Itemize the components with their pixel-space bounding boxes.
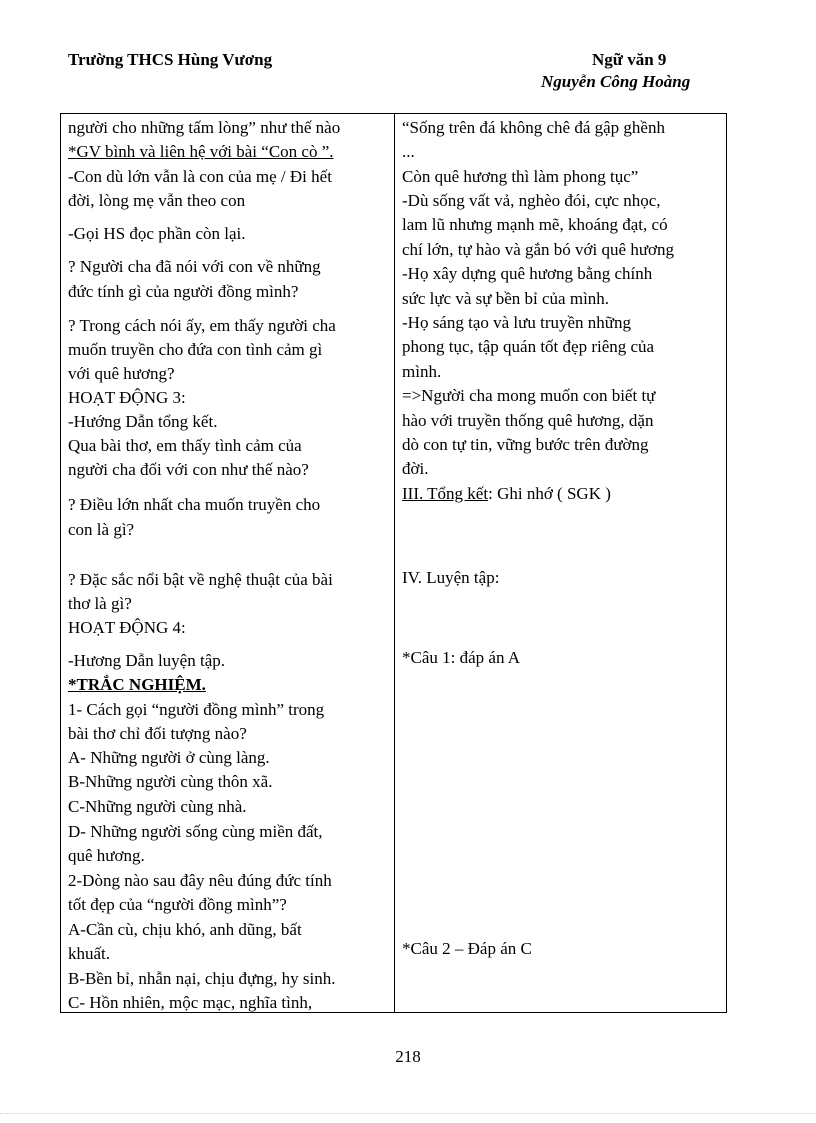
left-line: C- Hồn nhiên, mộc mạc, nghĩa tình, [68,993,313,1012]
left-line: đức tính gì của người đồng mình? [68,282,299,301]
left-line: người cha đối với con như thế nào? [68,460,309,479]
subject-name: Ngữ văn 9 [592,50,667,69]
school-name: Trường THCS Hùng Vương [68,50,273,69]
left-line: thơ là gì? [68,594,132,613]
summary-line [402,482,722,505]
right-line: -Dù sống vất vả, nghèo đói, cực nhọc, [402,191,661,210]
left-line: quê hương. [68,846,145,865]
right-line: lam lũ nhưng mạnh mẽ, khoáng đạt, có [402,215,668,234]
left-line: -Hương Dẫn luyện tập. [68,651,226,670]
right-line: chí lớn, tự hào và gắn bó với quê hương [402,240,675,259]
left-line: B-Những người cùng thôn xã. [68,772,273,791]
left-line: D- Những người sống cùng miền đất, [68,822,323,841]
left-line: -Hướng Dẫn tổng kết. [68,412,218,431]
left-line: muốn truyền cho đứa con tình cảm gì [68,340,323,359]
right-line: dò con tự tin, vững bước trên đường [402,435,649,454]
right-line: ... [402,142,415,161]
left-line: khuất. [68,944,111,963]
left-line: tốt đẹp của “người đồng mình”? [68,895,287,914]
right-line: mình. [402,362,442,381]
left-line: -Gọi HS đọc phần còn lại. [68,224,246,243]
right-line: *Câu 2 – Đáp án C [402,939,532,958]
summary-heading: III. Tổng kết [402,484,489,503]
lesson-table [60,113,727,1013]
left-line: A-Cần cù, chịu khó, anh dũng, bất [68,920,302,939]
right-line: hào với truyền thống quê hương, dặn [402,411,654,430]
left-line: -Con dù lớn vẫn là con của mẹ / Đi hết [68,167,332,186]
left-line: ? Người cha đã nói với con về những [68,257,321,276]
left-line: *GV bình và liên hệ với bài “Con cò ”. [68,142,334,161]
left-line: ? Đặc sắc nổi bật về nghệ thuật của bài [68,570,333,589]
right-line: đời. [402,459,429,478]
footer-rule [0,1113,816,1114]
right-line: Còn quê hương thì làm phong tục” [402,167,639,186]
left-line: bài thơ chỉ đối tượng nào? [68,724,247,743]
left-line: với quê hương? [68,364,175,383]
left-line: Qua bài thơ, em thấy tình cảm của [68,436,302,455]
left-line: 2-Dòng nào sau đây nêu đúng đức tính [68,871,332,890]
right-line: *Câu 1: đáp án A [402,648,521,667]
author-name: Nguyễn Công Hoàng [541,72,691,91]
right-line: IV. Luyện tập: [402,568,500,587]
right-line: sức lực và sự bền bỉ của mình. [402,289,610,308]
right-line: =>Người cha mong muốn con biết tự [402,386,656,405]
left-line: *TRẮC NGHIỆM. [68,675,206,694]
summary-note: : Ghi nhớ ( SGK ) [488,484,611,503]
right-line: “Sống trên đá không chê đá gập ghềnh [402,118,665,137]
left-line: đời, lòng mẹ vẫn theo con [68,191,246,210]
right-line: phong tục, tập quán tốt đẹp riêng của [402,337,655,356]
left-line: con là gì? [68,520,135,539]
right-line: -Họ sáng tạo và lưu truyền những [402,313,631,332]
left-line: C-Những người cùng nhà. [68,797,247,816]
content-column [395,114,728,1012]
left-line: ? Điều lớn nhất cha muốn truyền cho [68,495,321,514]
teacher-activity-column [61,114,394,1012]
left-line: B-Bền bỉ, nhẫn nại, chịu đựng, hy sinh. [68,969,336,988]
left-line: 1- Cách gọi “người đồng mình” trong [68,700,325,719]
left-line: ? Trong cách nói ấy, em thấy người cha [68,316,336,335]
page-number: 218 [395,1047,421,1066]
left-line: HOẠT ĐỘNG 4: [68,618,186,637]
left-line: A- Những người ở cùng làng. [68,748,270,767]
left-line: HOẠT ĐỘNG 3: [68,388,186,407]
left-line: người cho những tấm lòng” như thế nào [68,118,341,137]
right-line: -Họ xây dựng quê hương bằng chính [402,264,653,283]
